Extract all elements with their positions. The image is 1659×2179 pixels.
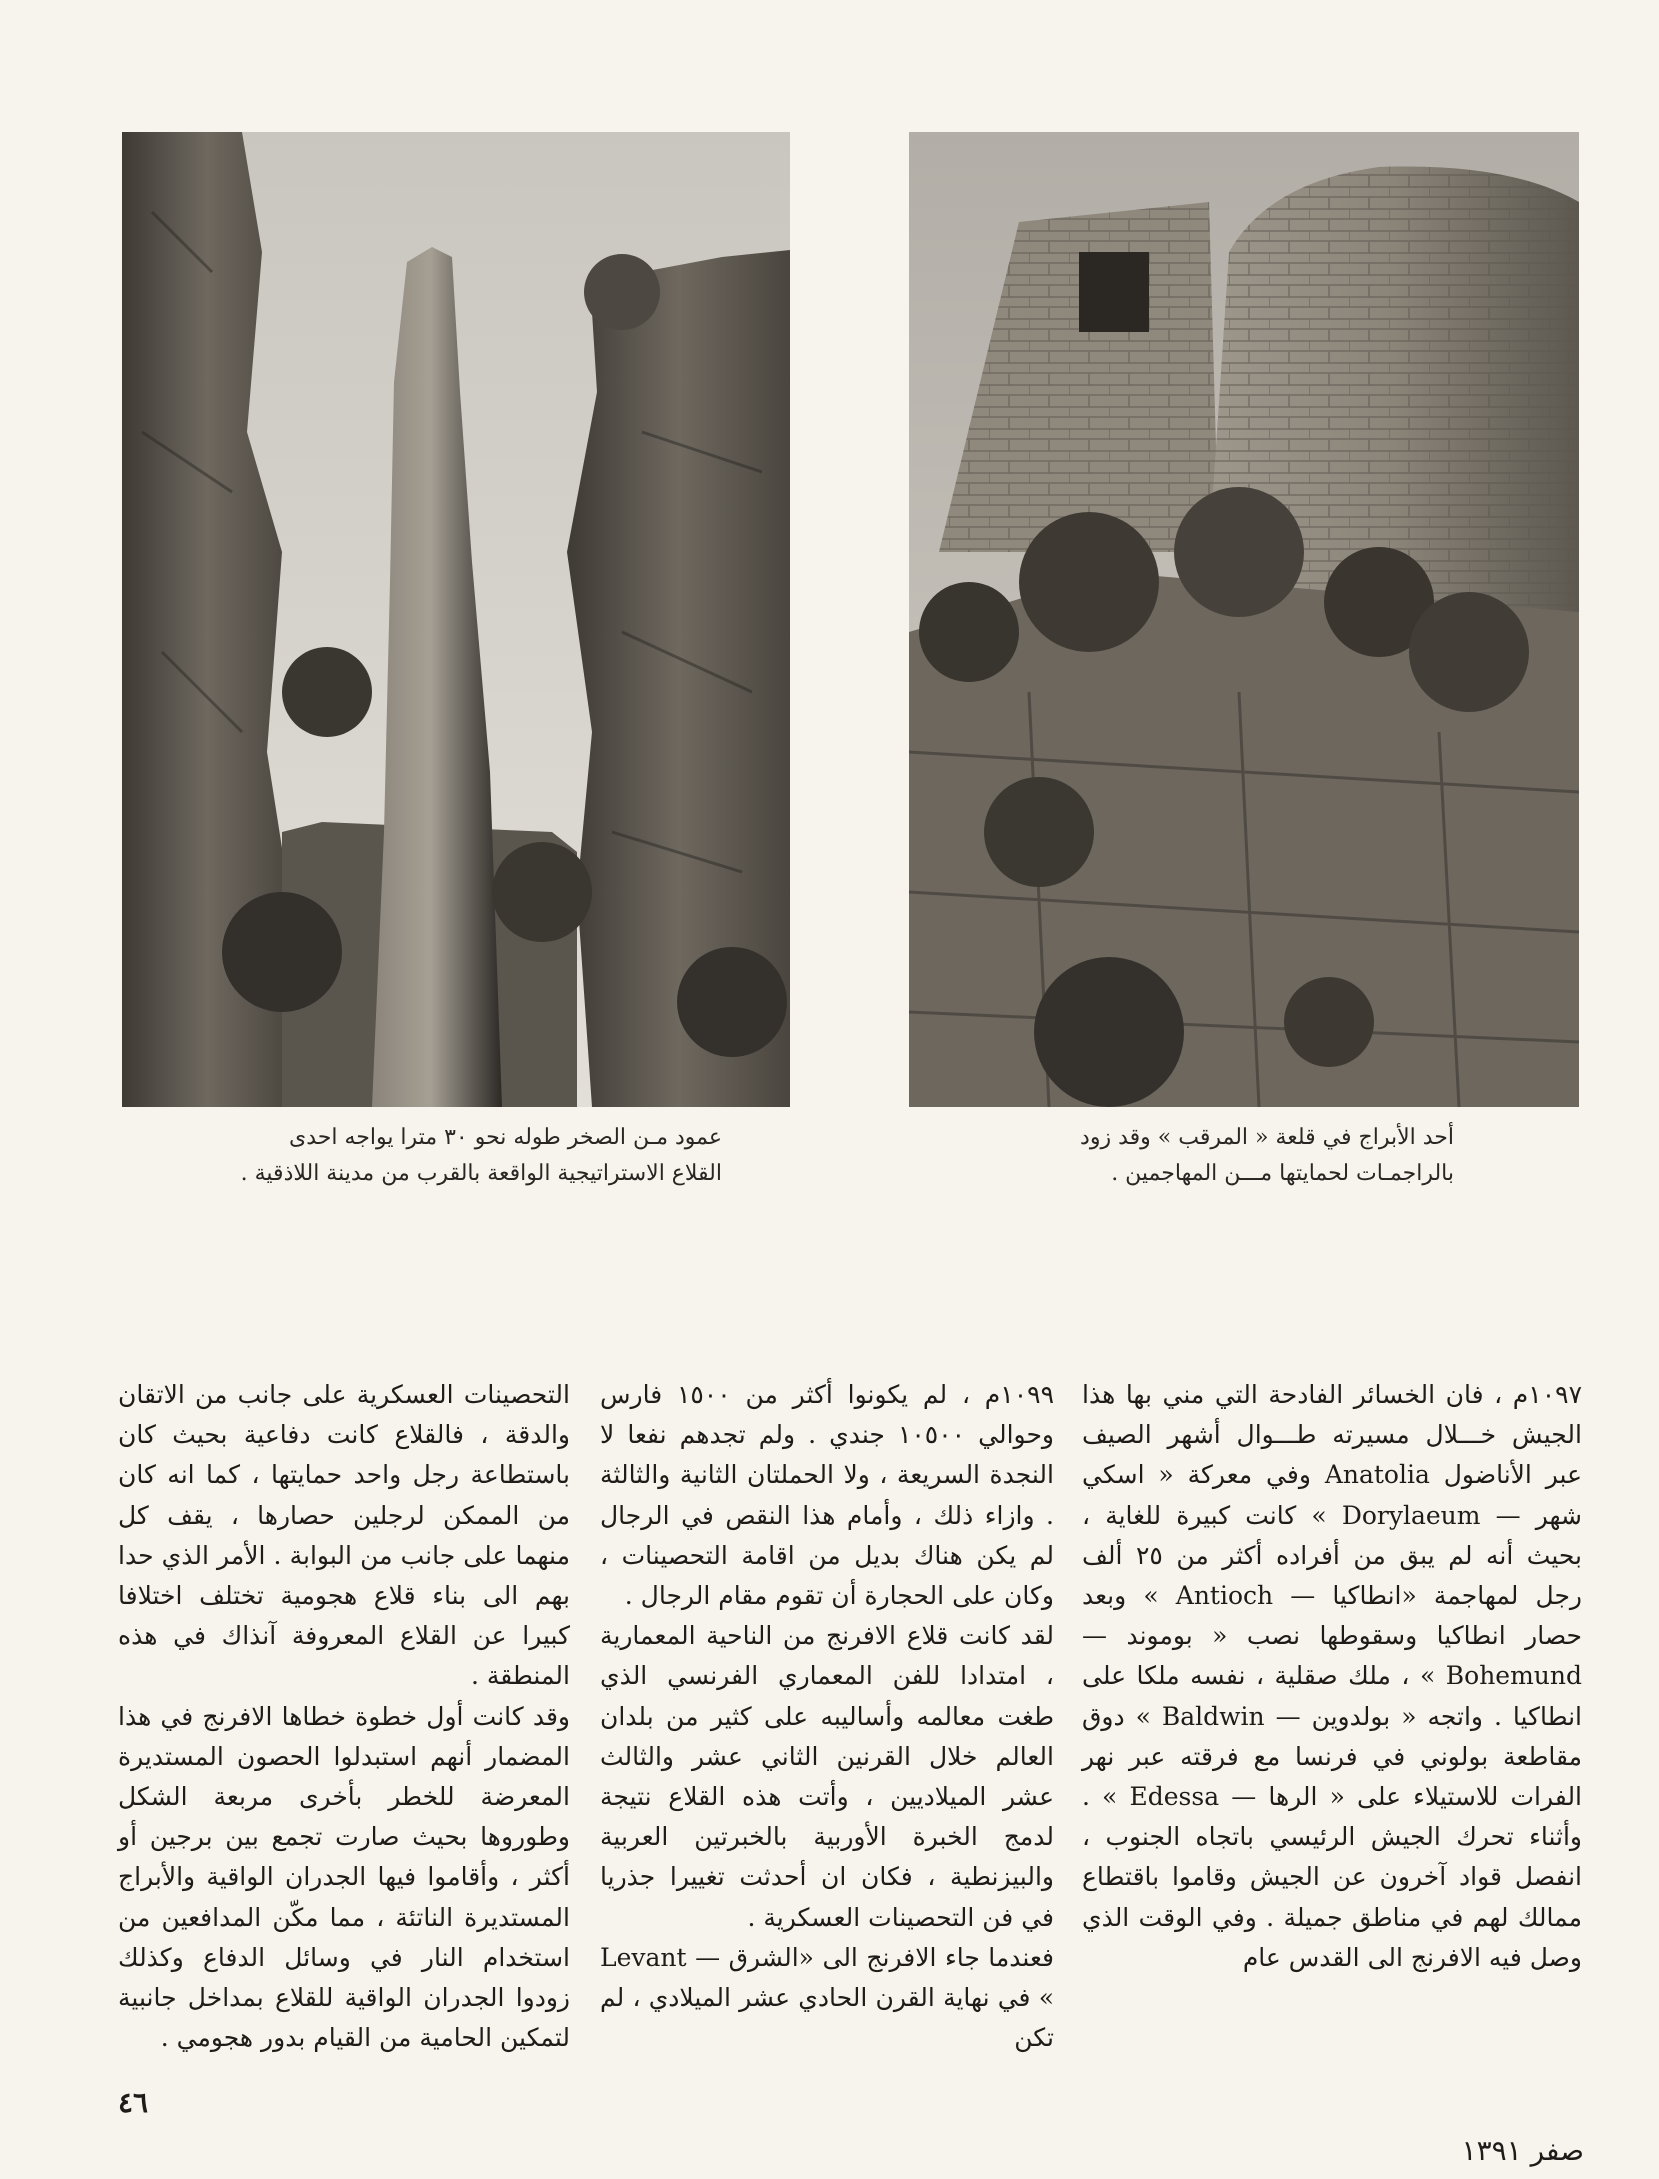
article-column-right: [1082, 1375, 1582, 2035]
rock-pillar-illustration: [122, 132, 790, 1107]
page-number: ٤٦: [118, 2086, 149, 2119]
castle-tower-illustration: [909, 132, 1579, 1107]
caption-left-line: عمود مـن الصخر طوله نحو ٣٠ مترا يواجه احدى: [288, 1125, 722, 1150]
paragraph: ١٠٩٩م ، لم يكونوا أكثر من ١٥٠٠ فارس وحوالي ١٠٥٠٠ جندي . ولم تجدهم نفعا لا النجدة السريعة ، ولا الحملتان الثانية والثالثة . وازاء ذلك ، وأمام هذا النقص في الرجال لم يكن هناك بديل من اقامة التحصينات ، وكان على الحجارة أن تقوم مقام الرجال .: [600, 1380, 1055, 1611]
paragraph: التحصينات العسكرية على جانب من الاتقان والدقة ، فالقلاع كانت دفاعية بحيث كان باستطاعة رجل واحد حمايتها ، كما انه كان من الممكن لرجلين حصارها ، يقف كل منهما على جانب من البوابة . الأمر الذي حدا بهم الى بناء قلاع هجومية تختلف اختلافا كبيرا عن القلاع المعروفة آنذاك في هذه المنطقة .: [118, 1380, 570, 1691]
article-column-middle: [600, 1375, 1055, 2053]
caption-right: [909, 1120, 1454, 1192]
paragraph: وقد كانت أول خطوة خطاها الافرنج في هذا المضمار أنهم استبدلوا الحصون المستديرة المعرضة للخطر بأخرى مربعة الشكل وطوروها بحيث صارت تجمع بين برجين أو أكثر ، وأقاموا فيها الجدران الواقية والأبراج المستديرة الناتئة ، مما مكّن المدافعين من استخدام النار في وسائل الدفاع وكذلك زودوا الجدران الواقية للقلاع بمداخل جانبية لتمكين الحامية من القيام بدور هجومي .: [118, 1701, 570, 2053]
issue-date: صفر ١٣٩١: [1461, 2134, 1584, 2167]
article-column-left: [118, 1375, 570, 2053]
paragraph: ١٠٩٧م ، فان الخسائر الفادحة التي مني بها هذا الجيش خـــلال مسيرته طـــوال أشهر الصيف عبر الأناضول Anatolia وفي معركة « اسكي شهر — Dorylaeum » كانت كبيرة للغاية ، بحيث أنه لم يبق من أفراده أكثر من ٢٥ ألف رجل لمهاجمة «انطاكيا — Antioch » وبعد حصار انطاكيا وسقوطها نصب « بوموند — Bohemund » ، ملك صقلية ، نفسه ملكا على انطاكيا . واتجه « بولدوين — Baldwin » دوق مقاطعة بولوني في فرنسا مع فرقته عبر نهر الفرات للاستيلاء على « الرها — Edessa » . وأثناء تحرك الجيش الرئيسي باتجاه الجنوب ، انفصل قواد آخرون عن الجيش وقاموا باقتطاع ممالك لهم في مناطق جميلة . وفي الوقت الذي وصل فيه الافرنج الى القدس عام: [1082, 1380, 1583, 1972]
caption-left-line: القلاع الاستراتيجية الواقعة بالقرب من مدينة اللاذقية .: [240, 1161, 722, 1186]
rock-pillar-photo: [122, 132, 790, 1107]
caption-left: [122, 1120, 722, 1192]
castle-tower-photo: [909, 132, 1579, 1107]
caption-right-line: بالراجمـات لحمايتها مـــن المهاجمين .: [1111, 1161, 1454, 1186]
caption-right-line: أحد الأبراج في قلعة « المرقب » وقد زود: [1080, 1125, 1454, 1150]
paragraph: فعندما جاء الافرنج الى «الشرق — Levant » في نهاية القرن الحادي عشر الميلادي ، لم تكن: [600, 1942, 1054, 2053]
paragraph: لقد كانت قلاع الافرنج من الناحية المعمارية ، امتدادا للفن المعماري الفرنسي الذي طغت معالمه وأساليبه على كثير من بلدان العالم خلال القرنين الثاني عشر والثالث عشر الميلاديين ، وأتت هذه القلاع نتيجة لدمج الخبرة الأوربية بالخبرتين العربية والبيزنطية ، فكان ان أحدثت تغييرا جذريا في فن التحصينات العسكرية .: [600, 1621, 1054, 1932]
